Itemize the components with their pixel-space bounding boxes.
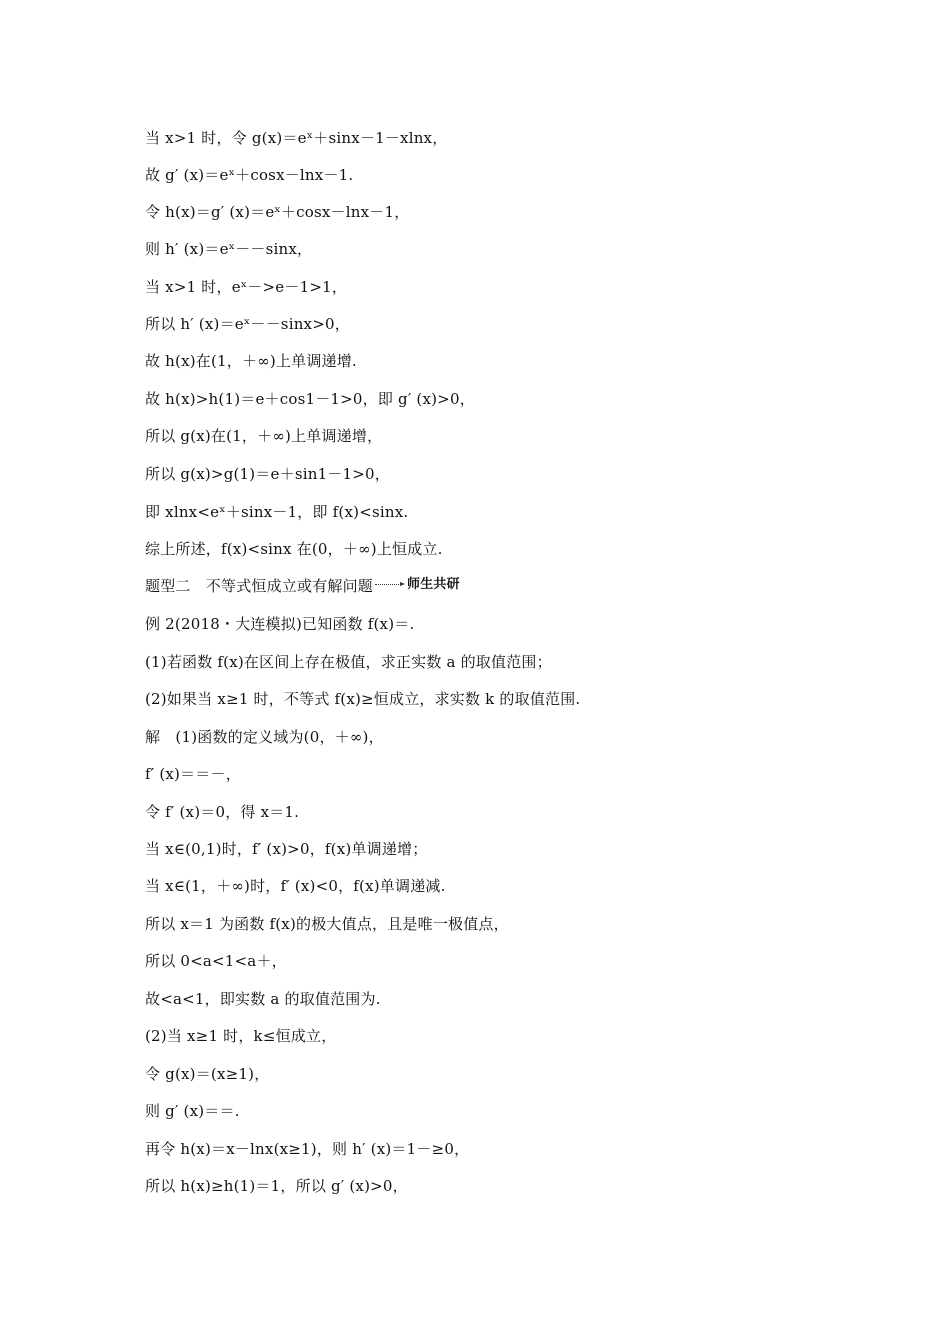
text-line: 故<a<1，即实数 a 的取值范围为. bbox=[145, 990, 381, 1008]
text-line: 则 g′ (x)＝＝. bbox=[145, 1102, 240, 1120]
section-heading bbox=[145, 576, 460, 598]
text-line: (2)当 x≥1 时，k≤恒成立， bbox=[145, 1027, 337, 1045]
text-line: 故 h(x)>h(1)＝e＋cos1－1>0，即 g′ (x)>0， bbox=[145, 390, 475, 408]
text-line: 令 g(x)＝(x≥1)， bbox=[145, 1065, 270, 1083]
arrow-right-icon bbox=[375, 584, 401, 585]
text-line: 故 h(x)在(1，＋∞)上单调递增. bbox=[145, 352, 357, 370]
text-line: 令 f′ (x)＝0，得 x＝1. bbox=[145, 803, 300, 821]
text-line: 所以 0<a<1<a＋， bbox=[145, 952, 287, 970]
text-line: 令 h(x)＝g′ (x)＝eˣ＋cosx－lnx－1， bbox=[145, 203, 410, 221]
text-line: f′ (x)＝＝－， bbox=[145, 765, 241, 783]
section-heading-text: 题型二 不等式恒成立或有解问题 bbox=[145, 577, 374, 595]
text-line: 当 x∈(1，＋∞)时，f′ (x)<0，f(x)单调递减. bbox=[145, 877, 446, 895]
text-line: 所以 g(x)>g(1)＝e＋sin1－1>0， bbox=[145, 465, 390, 483]
text-line: (1)若函数 f(x)在区间上存在极值，求正实数 a 的取值范围； bbox=[145, 653, 552, 671]
text-line: 故 g′ (x)＝eˣ＋cosx－lnx－1. bbox=[145, 166, 354, 184]
text-line: 即 xlnx<eˣ＋sinx－1，即 f(x)<sinx. bbox=[145, 503, 409, 521]
text-line: 所以 h′ (x)＝eˣ－－sinx>0， bbox=[145, 315, 350, 333]
text-line: 当 x>1 时，令 g(x)＝eˣ＋sinx－1－xlnx， bbox=[145, 129, 448, 147]
text-line: 再令 h(x)＝x－lnx(x≥1)，则 h′ (x)＝1－≥0， bbox=[145, 1140, 470, 1158]
text-line: 例 2(2018・大连模拟)已知函数 f(x)＝. bbox=[145, 615, 415, 633]
text-line: 所以 g(x)在(1，＋∞)上单调递增， bbox=[145, 427, 383, 445]
heading-tag-label: 师生共研 bbox=[407, 576, 460, 592]
text-line: 所以 h(x)≥h(1)＝1，所以 g′ (x)>0， bbox=[145, 1177, 408, 1195]
heading-tag bbox=[375, 574, 460, 595]
text-line: 所以 x＝1 为函数 f(x)的极大值点，且是唯一极值点， bbox=[145, 915, 509, 933]
text-line: 当 x>1 时，eˣ－>e－1>1， bbox=[145, 278, 348, 296]
text-line: (2)如果当 x≥1 时，不等式 f(x)≥恒成立，求实数 k 的取值范围. bbox=[145, 690, 581, 708]
text-line: 则 h′ (x)＝eˣ－－sinx， bbox=[145, 240, 313, 258]
text-line: 综上所述，f(x)<sinx 在(0，＋∞)上恒成立. bbox=[145, 540, 443, 558]
text-line: 当 x∈(0,1)时，f′ (x)>0，f(x)单调递增； bbox=[145, 840, 428, 858]
text-line: 解 (1)函数的定义域为(0，＋∞)， bbox=[145, 728, 384, 746]
